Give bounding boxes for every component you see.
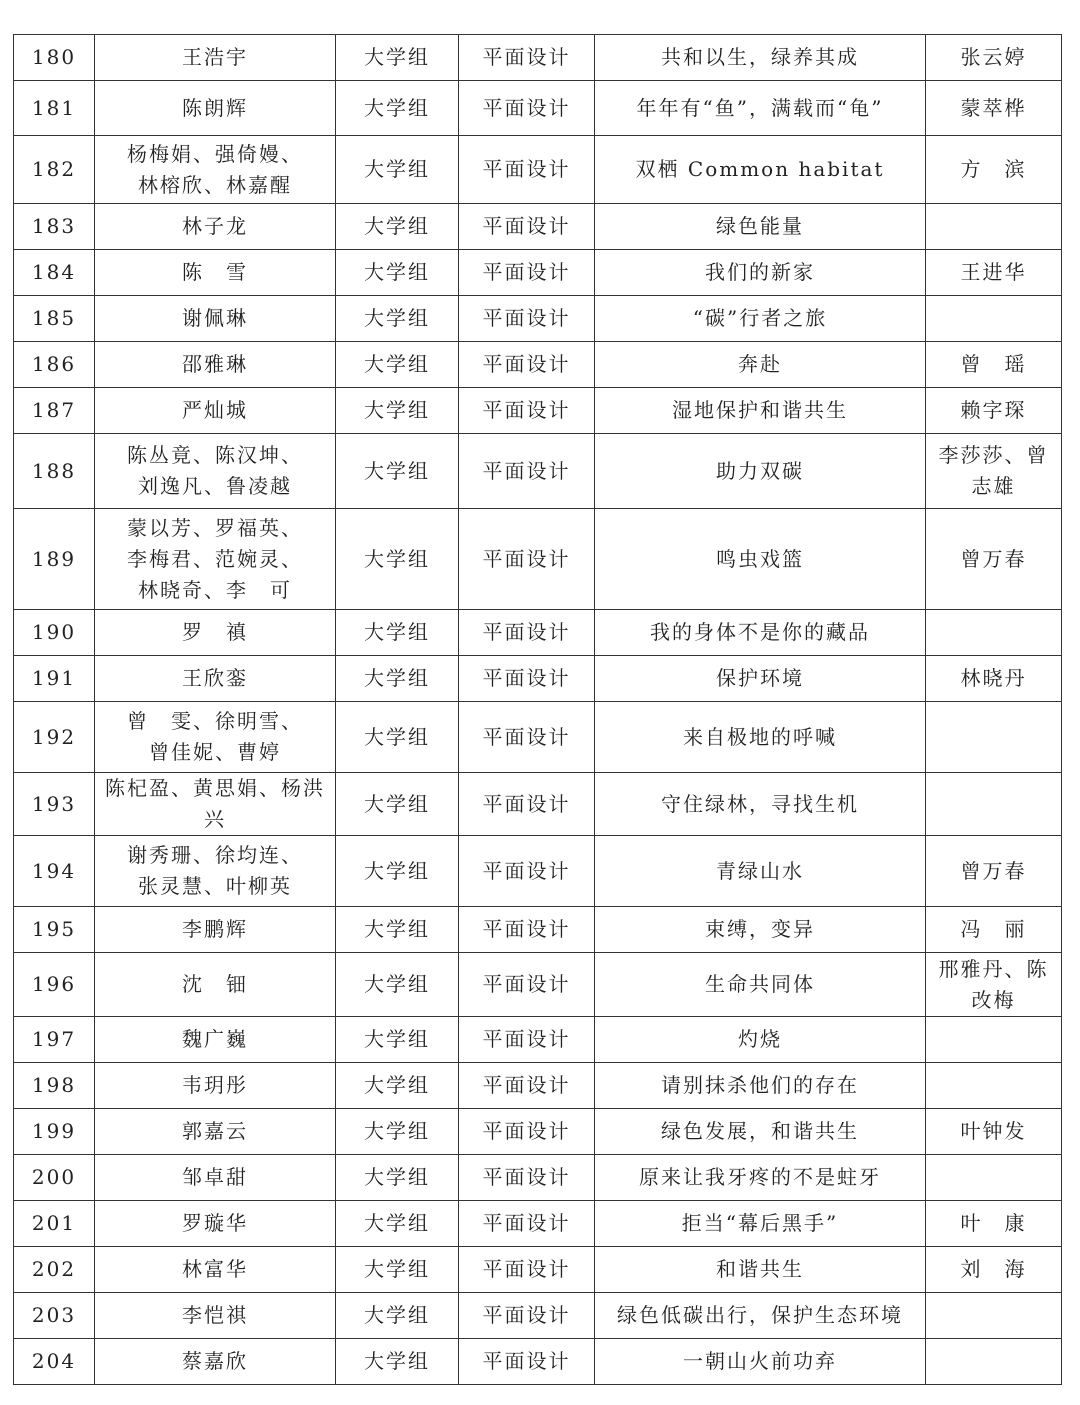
table-row	[14, 907, 1062, 953]
table-row	[14, 702, 1062, 773]
advisor-names	[926, 1155, 1062, 1201]
table-body	[14, 35, 1062, 1385]
table-row	[14, 296, 1062, 342]
category-cell: 平面设计	[459, 656, 595, 702]
advisor-names	[926, 388, 1062, 434]
table-row	[14, 250, 1062, 296]
award-list-table	[13, 34, 1062, 1385]
work-title: 守住绿林，寻找生机	[595, 773, 926, 836]
category-cell: 平面设计	[459, 434, 595, 509]
participant-names	[95, 610, 336, 656]
category-cell: 平面设计	[459, 1017, 595, 1063]
participant-names-line: 李恺祺	[182, 1303, 248, 1327]
work-title: 灼烧	[595, 1017, 926, 1063]
entry-number: 192	[14, 702, 95, 773]
participant-names	[95, 1293, 336, 1339]
participant-names-line: 林榕欣、林嘉醒	[138, 172, 292, 197]
category-cell: 平面设计	[459, 1247, 595, 1293]
category-cell: 平面设计	[459, 136, 595, 204]
table-row	[14, 836, 1062, 907]
participant-names	[95, 1109, 336, 1155]
table-row	[14, 1017, 1062, 1063]
entry-number: 199	[14, 1109, 95, 1155]
work-title: 拒当“幕后黑手”	[595, 1201, 926, 1247]
group-cell: 大学组	[336, 1155, 459, 1201]
table-row	[14, 35, 1062, 81]
advisor-names	[926, 204, 1062, 250]
category-cell: 平面设计	[459, 610, 595, 656]
participant-names-line: 郭嘉云	[182, 1119, 248, 1143]
category-cell: 平面设计	[459, 388, 595, 434]
entry-number: 197	[14, 1017, 95, 1063]
work-title: 年年有“鱼”，满载而“龟”	[595, 81, 926, 136]
entry-number: 184	[14, 250, 95, 296]
work-title: 我的身体不是你的藏品	[595, 610, 926, 656]
participant-names	[95, 907, 336, 953]
work-title: 湿地保护和谐共生	[595, 388, 926, 434]
group-cell: 大学组	[336, 907, 459, 953]
category-cell: 平面设计	[459, 1293, 595, 1339]
work-title: 束缚，变异	[595, 907, 926, 953]
participant-names	[95, 1201, 336, 1247]
participant-names	[95, 773, 336, 836]
participant-names-line: 严灿城	[182, 398, 248, 422]
group-cell: 大学组	[336, 296, 459, 342]
advisor-names	[926, 656, 1062, 702]
work-title: 我们的新家	[595, 250, 926, 296]
advisor-names	[926, 342, 1062, 388]
participant-names-line: 陈朗辉	[182, 95, 248, 120]
table-row	[14, 204, 1062, 250]
entry-number: 190	[14, 610, 95, 656]
work-title: 一朝山火前功弃	[595, 1339, 926, 1385]
category-cell: 平面设计	[459, 35, 595, 81]
group-cell: 大学组	[336, 1247, 459, 1293]
participant-names-line: 陈杞盈、黄思娟、杨洪兴	[105, 776, 325, 831]
advisor-names	[926, 1339, 1062, 1385]
table-row	[14, 773, 1062, 836]
participant-names	[95, 656, 336, 702]
group-cell: 大学组	[336, 136, 459, 204]
participant-names-line: 李鹏辉	[182, 917, 248, 941]
participant-names-line: 王欣銮	[182, 666, 248, 690]
advisor-names-line: 王进华	[960, 260, 1027, 284]
work-title: 请别抹杀他们的存在	[595, 1063, 926, 1109]
entry-number: 185	[14, 296, 95, 342]
participant-names-line: 罗璇华	[182, 1211, 248, 1235]
participant-names-line: 曾 雯、徐明雪、	[127, 709, 303, 733]
advisor-names	[926, 250, 1062, 296]
advisor-names	[926, 836, 1062, 907]
table-row	[14, 434, 1062, 509]
advisor-names-line: 蒙萃桦	[960, 95, 1027, 120]
participant-names	[95, 250, 336, 296]
participant-names	[95, 81, 336, 136]
entry-number: 187	[14, 388, 95, 434]
entry-number: 200	[14, 1155, 95, 1201]
participant-names	[95, 1247, 336, 1293]
participant-names-line: 邹卓甜	[182, 1165, 248, 1189]
participant-names-line: 邵雅琳	[182, 352, 248, 376]
table-row	[14, 81, 1062, 136]
advisor-names-line: 邢雅丹、陈	[938, 956, 1049, 981]
table-row	[14, 1201, 1062, 1247]
work-title: 绿色低碳出行，保护生态环境	[595, 1293, 926, 1339]
entry-number: 186	[14, 342, 95, 388]
table-row	[14, 1155, 1062, 1201]
group-cell: 大学组	[336, 1017, 459, 1063]
advisor-names	[926, 136, 1062, 204]
entry-number: 180	[14, 35, 95, 81]
entry-number: 202	[14, 1247, 95, 1293]
table-row	[14, 1293, 1062, 1339]
group-cell: 大学组	[336, 702, 459, 773]
entry-number: 189	[14, 509, 95, 610]
group-cell: 大学组	[336, 1063, 459, 1109]
group-cell: 大学组	[336, 434, 459, 509]
participant-names	[95, 136, 336, 204]
advisor-names-line: 叶 康	[960, 1211, 1027, 1235]
work-title: 奔赴	[595, 342, 926, 388]
participant-names-line: 沈 钿	[182, 972, 248, 996]
entry-number: 195	[14, 907, 95, 953]
participant-names-line: 林富华	[182, 1257, 248, 1281]
group-cell: 大学组	[336, 250, 459, 296]
group-cell: 大学组	[336, 656, 459, 702]
participant-names	[95, 836, 336, 907]
group-cell: 大学组	[336, 1109, 459, 1155]
advisor-names-line: 方 滨	[960, 157, 1027, 181]
work-title: 绿色能量	[595, 204, 926, 250]
participant-names-line: 王浩宇	[182, 45, 248, 69]
group-cell: 大学组	[336, 204, 459, 250]
participant-names	[95, 342, 336, 388]
work-title: 鸣虫戏篮	[595, 509, 926, 610]
advisor-names	[926, 1017, 1062, 1063]
participant-names-line: 罗 禛	[182, 620, 248, 644]
group-cell: 大学组	[336, 953, 459, 1017]
advisor-names	[926, 509, 1062, 610]
participant-names	[95, 296, 336, 342]
advisor-names	[926, 1293, 1062, 1339]
entry-number: 193	[14, 773, 95, 836]
entry-number: 188	[14, 434, 95, 509]
advisor-names-line: 刘 海	[960, 1257, 1027, 1281]
participant-names-line: 蒙以芳、罗福英、	[127, 515, 303, 540]
participant-names-line: 林子龙	[182, 214, 248, 238]
advisor-names-line: 叶钟发	[960, 1119, 1027, 1143]
participant-names	[95, 388, 336, 434]
participant-names-line: 韦玥彤	[182, 1073, 248, 1097]
participant-names	[95, 1063, 336, 1109]
category-cell: 平面设计	[459, 81, 595, 136]
work-title: 双栖 Common habitat	[595, 136, 926, 204]
category-cell: 平面设计	[459, 1339, 595, 1385]
table-row	[14, 1339, 1062, 1385]
entry-number: 182	[14, 136, 95, 204]
group-cell: 大学组	[336, 388, 459, 434]
entry-number: 183	[14, 204, 95, 250]
table-row	[14, 1063, 1062, 1109]
participant-names-line: 林晓奇、李 可	[138, 577, 292, 602]
category-cell: 平面设计	[459, 836, 595, 907]
work-title: 青绿山水	[595, 836, 926, 907]
table-row	[14, 342, 1062, 388]
participant-names-line: 魏广巍	[182, 1027, 248, 1051]
table-row	[14, 953, 1062, 1017]
entry-number: 203	[14, 1293, 95, 1339]
advisor-names	[926, 773, 1062, 836]
work-title: “碳”行者之旅	[595, 296, 926, 342]
advisor-names-line: 改梅	[971, 987, 1016, 1012]
entry-number: 196	[14, 953, 95, 1017]
advisor-names-line: 曾万春	[960, 546, 1027, 571]
participant-names	[95, 1155, 336, 1201]
work-title: 生命共同体	[595, 953, 926, 1017]
work-title: 和谐共生	[595, 1247, 926, 1293]
advisor-names-line: 张云婷	[960, 45, 1027, 69]
participant-names-line: 陈丛竟、陈汉坤、	[127, 443, 303, 467]
category-cell: 平面设计	[459, 1155, 595, 1201]
work-title: 原来让我牙疼的不是蛀牙	[595, 1155, 926, 1201]
category-cell: 平面设计	[459, 509, 595, 610]
participant-names	[95, 1339, 336, 1385]
participant-names-line: 刘逸凡、鲁凌越	[138, 474, 292, 498]
table-row	[14, 136, 1062, 204]
participant-names-line: 陈 雪	[182, 260, 248, 284]
category-cell: 平面设计	[459, 1063, 595, 1109]
entry-number: 194	[14, 836, 95, 907]
advisor-names	[926, 702, 1062, 773]
participant-names	[95, 702, 336, 773]
category-cell: 平面设计	[459, 296, 595, 342]
advisor-names	[926, 1109, 1062, 1155]
advisor-names-line: 志雄	[971, 474, 1016, 498]
category-cell: 平面设计	[459, 1109, 595, 1155]
participant-names-line: 蔡嘉欣	[182, 1349, 248, 1373]
participant-names	[95, 204, 336, 250]
category-cell: 平面设计	[459, 953, 595, 1017]
advisor-names-line: 冯 丽	[960, 917, 1027, 941]
advisor-names	[926, 1201, 1062, 1247]
participant-names	[95, 953, 336, 1017]
group-cell: 大学组	[336, 342, 459, 388]
work-title: 保护环境	[595, 656, 926, 702]
advisor-names	[926, 434, 1062, 509]
table-row	[14, 1109, 1062, 1155]
advisor-names	[926, 1247, 1062, 1293]
category-cell: 平面设计	[459, 702, 595, 773]
category-cell: 平面设计	[459, 250, 595, 296]
group-cell: 大学组	[336, 773, 459, 836]
table-row	[14, 388, 1062, 434]
entry-number: 191	[14, 656, 95, 702]
advisor-names	[926, 35, 1062, 81]
group-cell: 大学组	[336, 81, 459, 136]
group-cell: 大学组	[336, 836, 459, 907]
category-cell: 平面设计	[459, 204, 595, 250]
advisor-names	[926, 1063, 1062, 1109]
advisor-names-line: 李莎莎、曾	[938, 443, 1049, 467]
work-title: 助力双碳	[595, 434, 926, 509]
group-cell: 大学组	[336, 1339, 459, 1385]
category-cell: 平面设计	[459, 773, 595, 836]
advisor-names-line: 林晓丹	[960, 666, 1027, 690]
table-row	[14, 656, 1062, 702]
advisor-names-line: 曾 瑶	[960, 352, 1027, 376]
group-cell: 大学组	[336, 1201, 459, 1247]
group-cell: 大学组	[336, 1293, 459, 1339]
advisor-names	[926, 296, 1062, 342]
table-row	[14, 610, 1062, 656]
group-cell: 大学组	[336, 35, 459, 81]
participant-names	[95, 35, 336, 81]
participant-names-line: 杨梅娟、强倚嫚、	[127, 141, 303, 166]
entry-number: 201	[14, 1201, 95, 1247]
work-title: 绿色发展，和谐共生	[595, 1109, 926, 1155]
participant-names-line: 谢佩琳	[182, 306, 248, 330]
category-cell: 平面设计	[459, 342, 595, 388]
category-cell: 平面设计	[459, 907, 595, 953]
advisor-names	[926, 81, 1062, 136]
advisor-names-line: 曾万春	[960, 858, 1027, 883]
participant-names-line: 李梅君、范婉灵、	[127, 546, 303, 571]
category-cell: 平面设计	[459, 1201, 595, 1247]
work-title: 共和以生，绿养其成	[595, 35, 926, 81]
participant-names	[95, 434, 336, 509]
participant-names-line: 张灵慧、叶柳英	[138, 874, 292, 898]
participant-names	[95, 509, 336, 610]
advisor-names-line: 赖字琛	[960, 398, 1027, 422]
entry-number: 181	[14, 81, 95, 136]
work-title: 来自极地的呼喊	[595, 702, 926, 773]
participant-names	[95, 1017, 336, 1063]
group-cell: 大学组	[336, 610, 459, 656]
participant-names-line: 谢秀珊、徐均连、	[127, 843, 303, 867]
table-row	[14, 509, 1062, 610]
participant-names-line: 曾佳妮、曹婷	[149, 740, 281, 764]
advisor-names	[926, 907, 1062, 953]
entry-number: 204	[14, 1339, 95, 1385]
entry-number: 198	[14, 1063, 95, 1109]
group-cell: 大学组	[336, 509, 459, 610]
advisor-names	[926, 953, 1062, 1017]
advisor-names	[926, 610, 1062, 656]
table-row	[14, 1247, 1062, 1293]
